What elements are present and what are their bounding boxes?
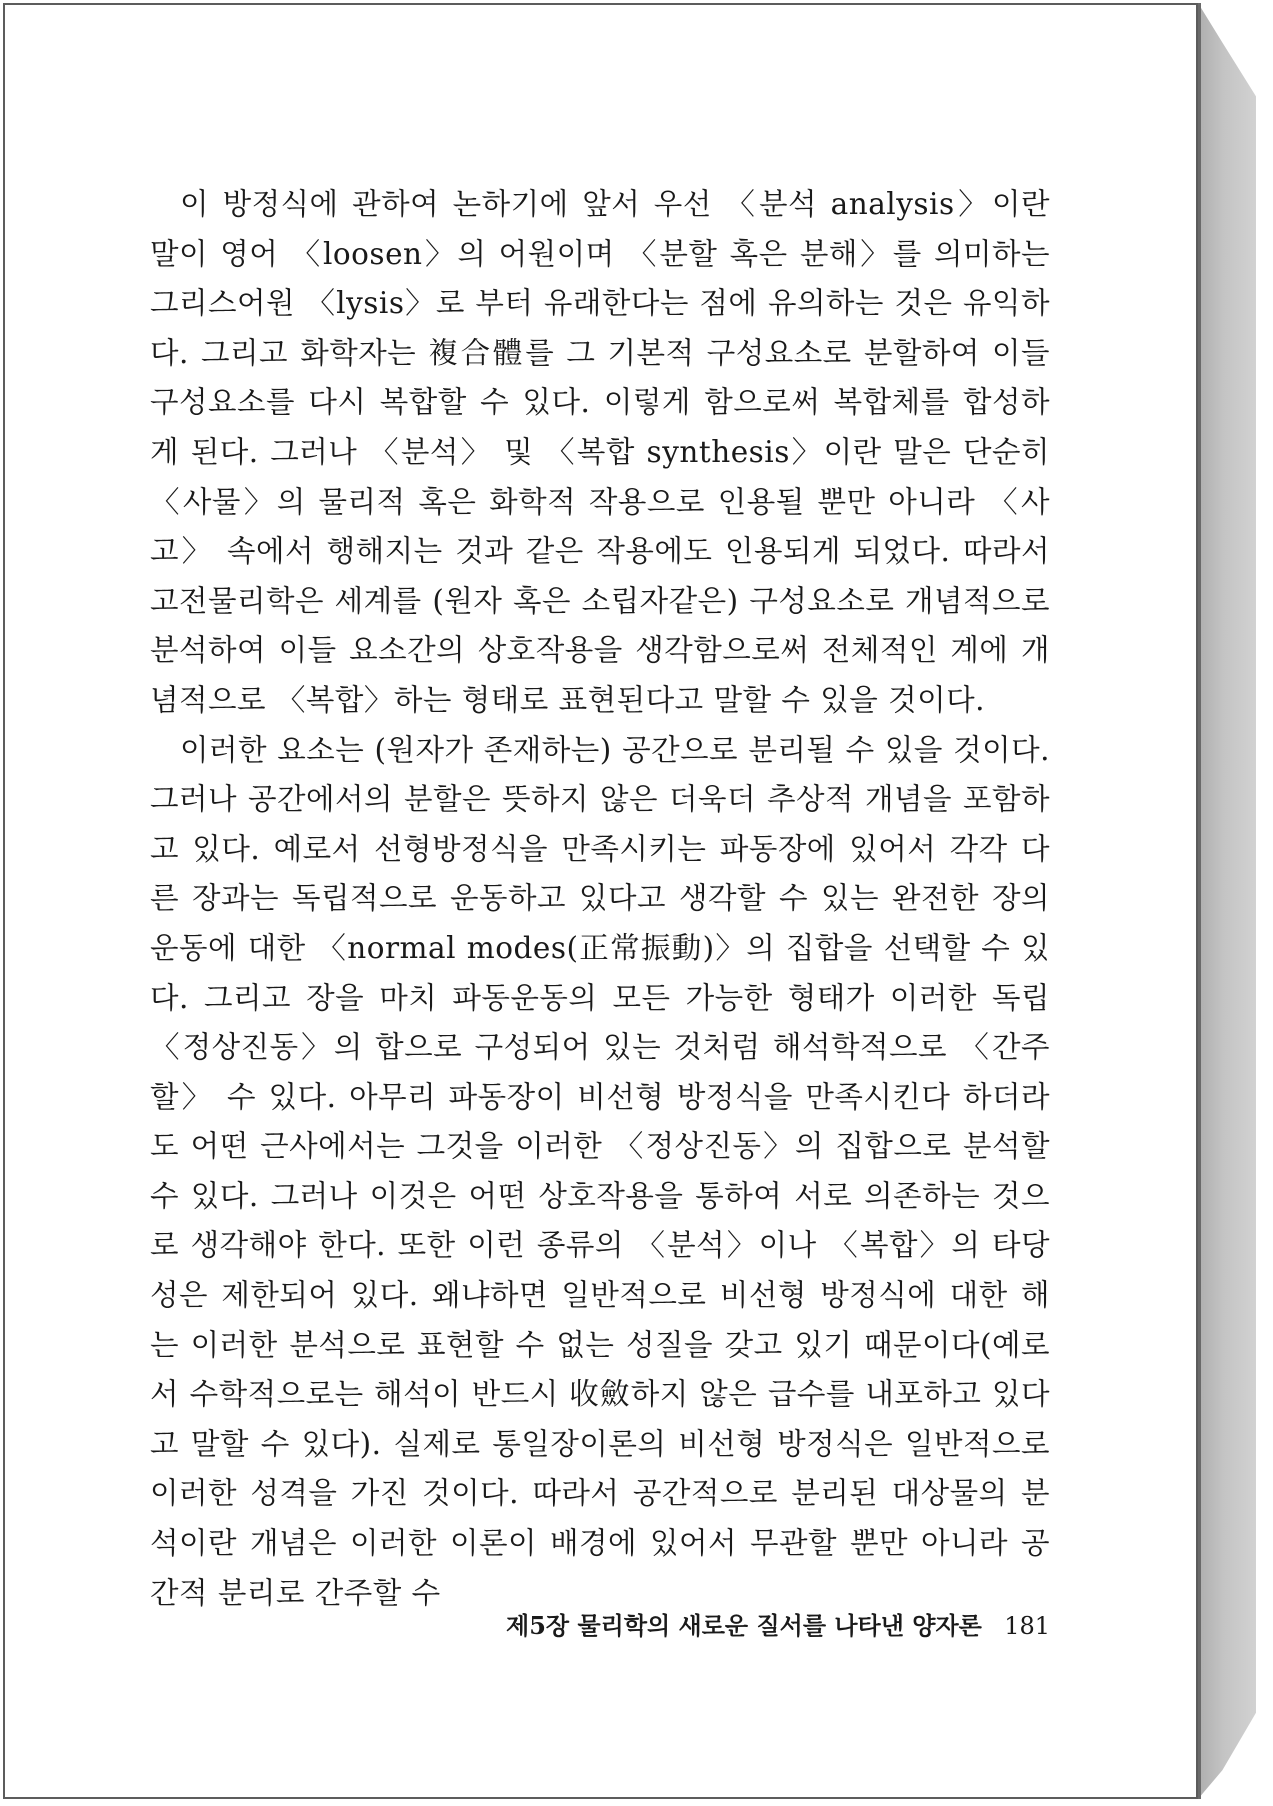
paragraph-1: 이 방정식에 관하여 논하기에 앞서 우선 〈분석 analysis〉이란 말이 영어 〈loosen〉의 어원이며 〈분할 혹은 분해〉를 의미하는 그리스어원 〈lysis〉로 부터 유래한다는 점에 유의하는 것은 유익하다. 그리고 화학자는 複合體를 그 기본적 구성요소로 분할하여 이들 구성요소를 다시 복합할 수 있다. 이렇게 함으로써 복합체를 합성하게 된다. 그러나 〈분석〉 및 〈복합 synthesis〉이란 말은 단순히 〈사물〉의 물리적 혹은 화학적 작용으로 인용될 뿐만 아니라 〈사고〉 속에서 행해지는 것과 같은 작용에도 인용되게 되었다. 따라서 고전물리학은 세계를 (원자 혹은 소립자같은) 구성요소로 개념적으로 분석하여 이들 요소간의 상호작용을 생각함으로써 전체적인 계에 개념적으로 〈복합〉하는 형태로 표현된다고 말할 수 있을 것이다. bbox=[150, 187, 1050, 717]
running-footer bbox=[450, 1610, 1050, 1642]
page-edge-shadow bbox=[1198, 3, 1256, 1799]
paragraph-2: 이러한 요소는 (원자가 존재하는) 공간으로 분리될 수 있을 것이다. 그러나 공간에서의 분할은 뜻하지 않은 더욱더 추상적 개념을 포함하고 있다. 예로서 선형방정식을 만족시키는 파동장에 있어서 각각 다른 장과는 독립적으로 운동하고 있다고 생각할 수 있는 완전한 장의 운동에 대한 〈normal modes(正常振動)〉의 집합을 선택할 수 있다. 그리고 장을 마치 파동운동의 모든 가능한 형태가 이러한 독립〈정상진동〉의 합으로 구성되어 있는 것처럼 해석학적으로 〈간주할〉 수 있다. 아무리 파동장이 비선형 방정식을 만족시킨다 하더라도 어떤 근사에서는 그것을 이러한 〈정상진동〉의 집합으로 분석할 수 있다. 그러나 이것은 어떤 상호작용을 통하여 서로 의존하는 것으로 생각해야 한다. 또한 이런 종류의 〈분석〉이나 〈복합〉의 타당성은 제한되어 있다. 왜냐하면 일반적으로 비선형 방정식에 대한 해는 이러한 분석으로 표현할 수 없는 성질을 갖고 있기 때문이다(예로서 수학적으로는 해석이 반드시 收斂하지 않은 급수를 내포하고 있다고 말할 수 있다). 실제로 통일장이론의 비선형 방정식은 일반적으로 이러한 성격을 가진 것이다. 따라서 공간적으로 분리된 대상물의 분석이란 개념은 이러한 이론이 배경에 있어서 무관할 뿐만 아니라 공간적 분리로 간주할 수 bbox=[150, 732, 1050, 1610]
chapter-title: 제5장 물리학의 새로운 질서를 나타낸 양자론 bbox=[506, 1611, 982, 1640]
page-edge-line bbox=[1198, 3, 1201, 1799]
body-text bbox=[150, 180, 1050, 1618]
page-number: 181 bbox=[1004, 1612, 1050, 1640]
